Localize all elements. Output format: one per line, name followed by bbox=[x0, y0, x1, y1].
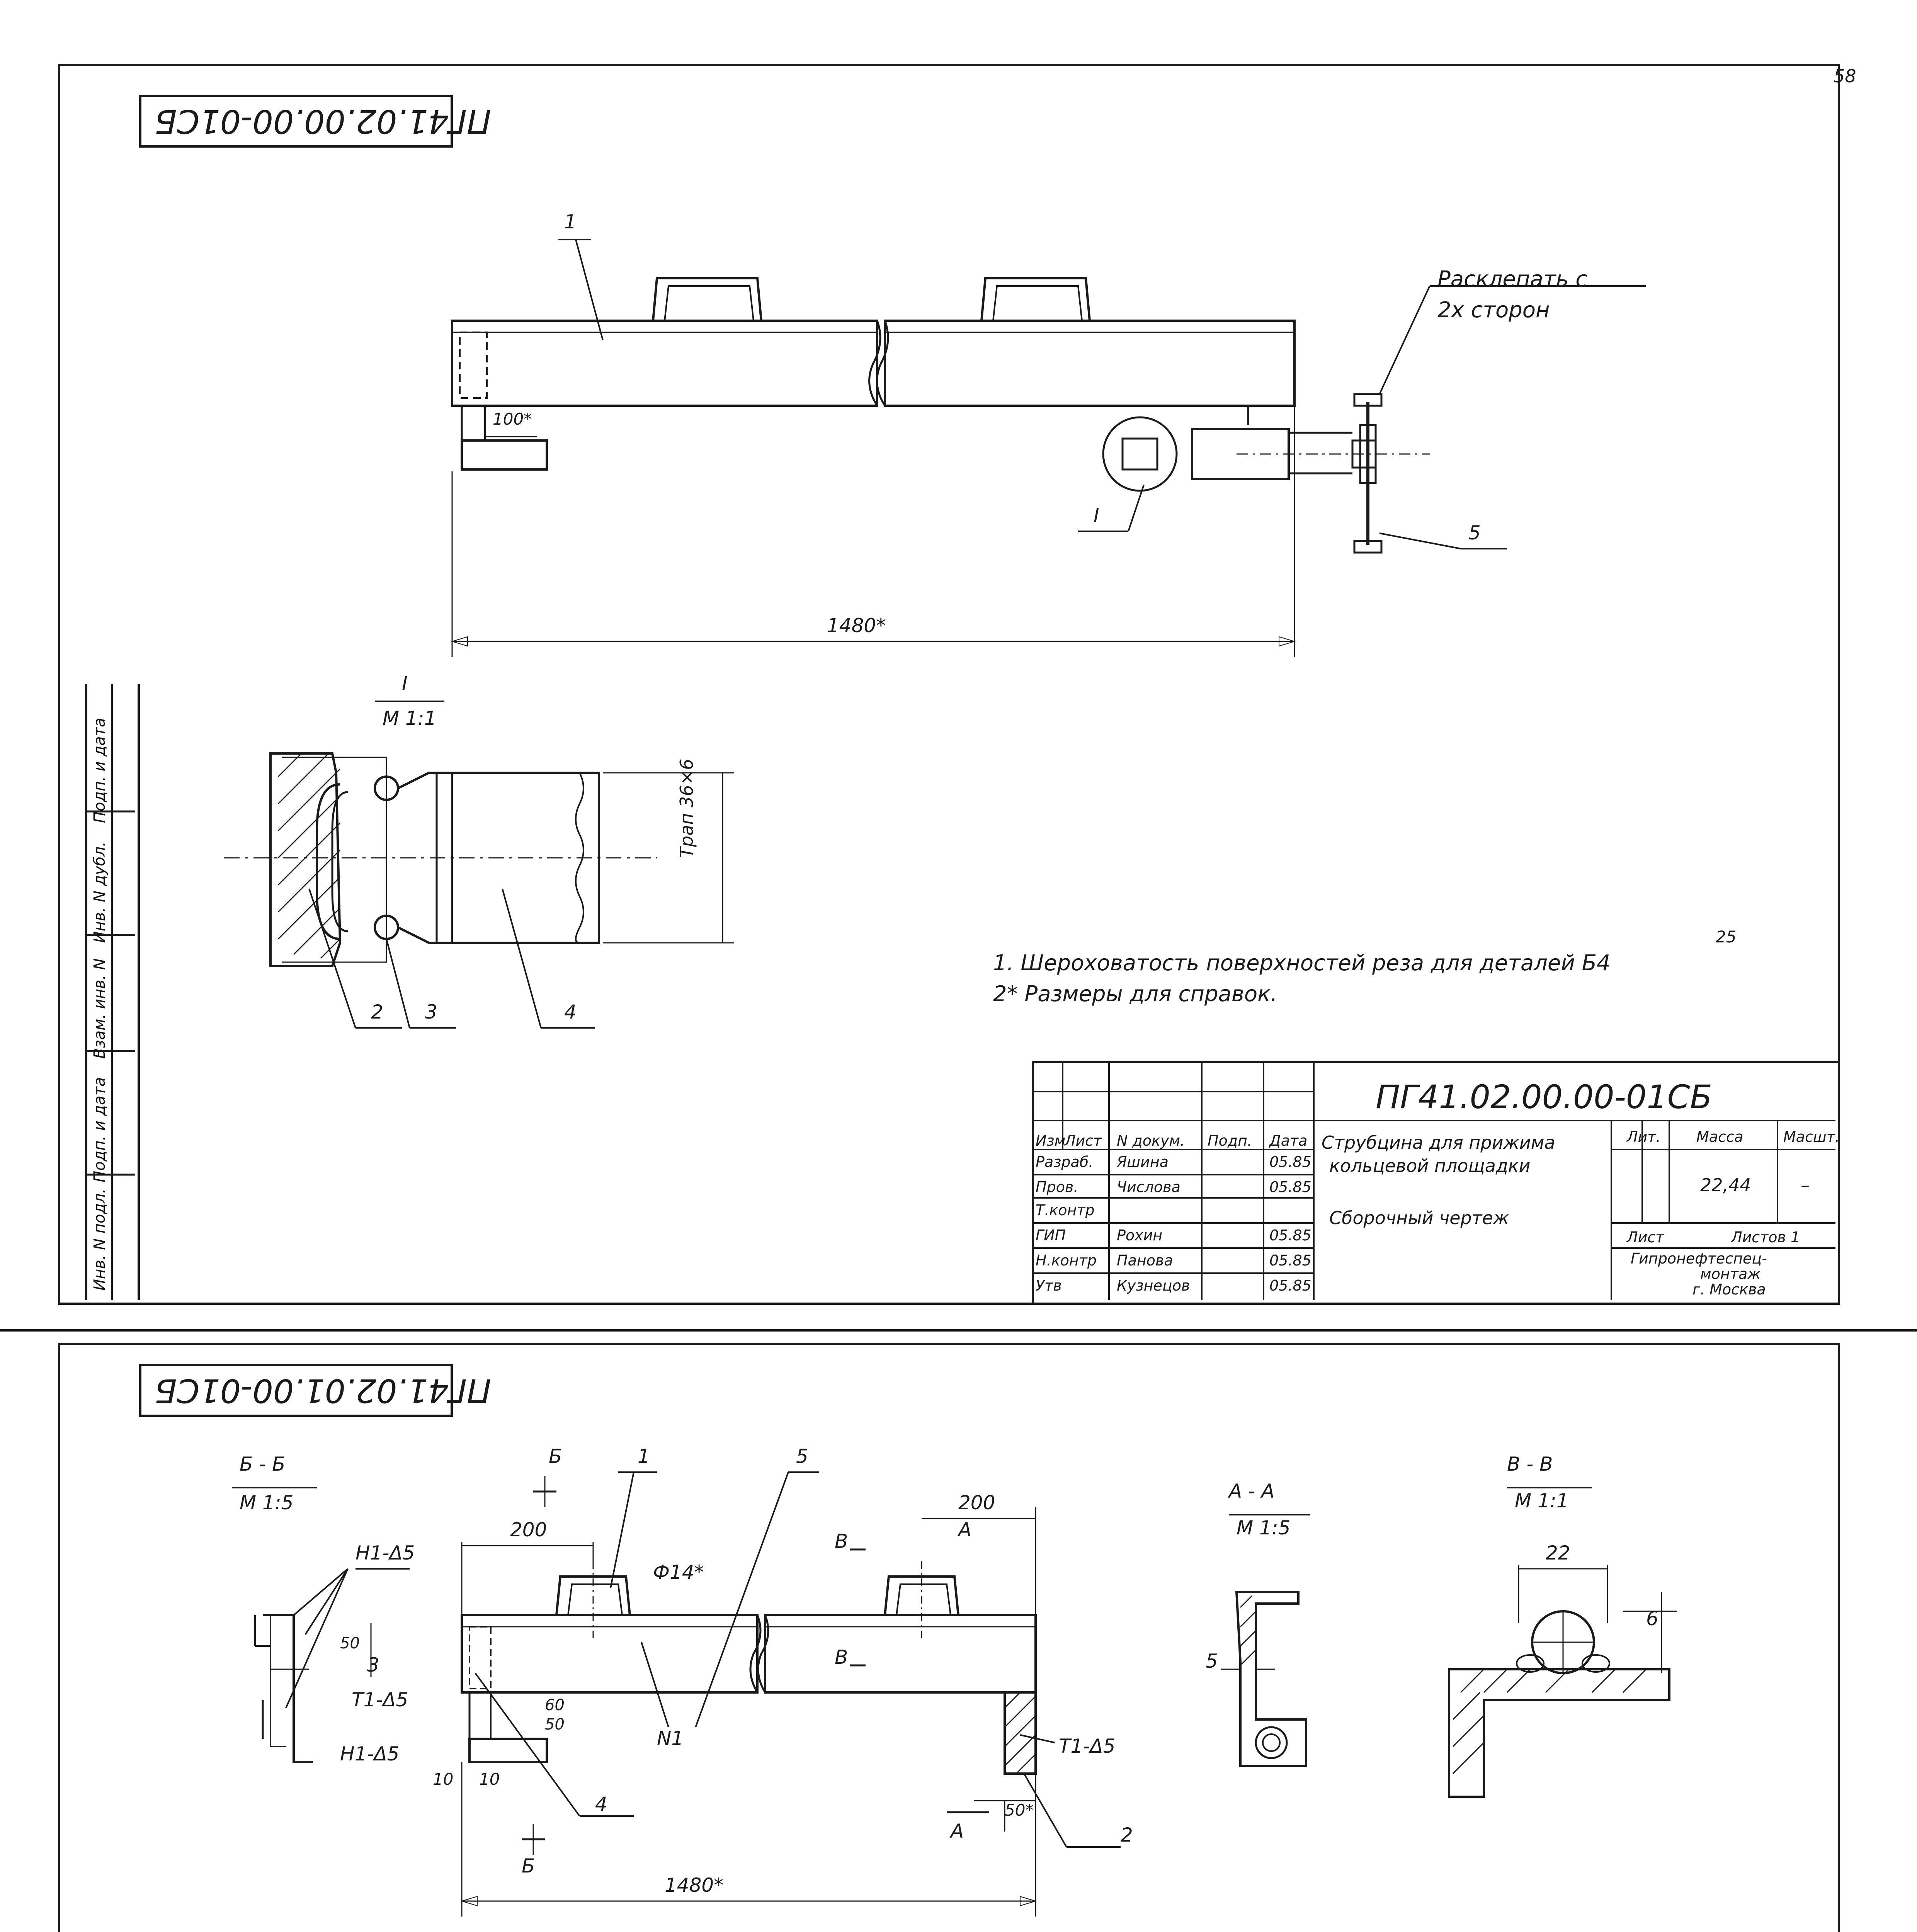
margin-label-1b: Подп. и дата bbox=[91, 1077, 109, 1182]
dim-200-left: 200 bbox=[510, 1519, 547, 1541]
title-sheet-label-1: Лист bbox=[1627, 1229, 1664, 1246]
section-mark-V-top: В bbox=[835, 1530, 848, 1553]
tb1-r5-name: Кузнецов bbox=[1117, 1277, 1190, 1294]
section-mark-B-top: Б bbox=[549, 1445, 562, 1468]
position-4-label-2: 4 bbox=[595, 1793, 607, 1815]
section-VV-title: В - В bbox=[1507, 1453, 1553, 1475]
dim-60: 60 bbox=[545, 1696, 565, 1714]
dim-5: 5 bbox=[1206, 1650, 1218, 1672]
tb1-r4-name: Панова bbox=[1117, 1252, 1173, 1269]
margin-label-1a: Инв. N подл. bbox=[91, 1188, 109, 1291]
title-name-1a: Струбцина для прижима bbox=[1322, 1132, 1555, 1153]
thread-label: Трап 36×6 bbox=[676, 759, 697, 858]
position-3-label: 3 bbox=[425, 1001, 437, 1023]
position-4-label: 4 bbox=[564, 1001, 577, 1023]
title-mass-label-1: Масса bbox=[1696, 1128, 1744, 1145]
section-BB-scale: М 1:5 bbox=[240, 1492, 294, 1514]
section-AA-title: А - А bbox=[1229, 1480, 1275, 1502]
title-scale-1: – bbox=[1801, 1175, 1810, 1196]
tb1-h-doc: N докум. bbox=[1117, 1132, 1185, 1149]
tb1-r1-role: Пров. bbox=[1036, 1179, 1078, 1196]
tb1-r1-date: 05.85 bbox=[1269, 1179, 1311, 1196]
dim-50-star: 50* bbox=[1005, 1801, 1034, 1820]
dim-10a: 10 bbox=[433, 1770, 454, 1789]
section-BB-title: Б - Б bbox=[240, 1453, 286, 1475]
title-org-1b: монтаж bbox=[1700, 1265, 1761, 1282]
dim-10b: 10 bbox=[479, 1770, 500, 1789]
tb1-r4-date: 05.85 bbox=[1269, 1252, 1311, 1269]
hole-dia: Ф14* bbox=[653, 1561, 704, 1583]
dim-6: 6 bbox=[1646, 1607, 1658, 1630]
weld-T1-right: Т1-Δ5 bbox=[1059, 1735, 1116, 1757]
section-mark-A-top: А bbox=[958, 1519, 972, 1541]
position-3-label-2: 3 bbox=[367, 1654, 379, 1676]
position-5-label-2: 5 bbox=[796, 1445, 808, 1468]
margin-label-1d: Инв. N дубл. bbox=[91, 842, 109, 943]
tb1-h-date: Дата bbox=[1269, 1132, 1308, 1149]
tb1-r5-date: 05.85 bbox=[1269, 1277, 1311, 1294]
tb1-h-sign: Подп. bbox=[1208, 1132, 1252, 1149]
weld-H1-bottom: Н1-Δ5 bbox=[340, 1743, 400, 1765]
title-lit-label-1: Лит. bbox=[1627, 1128, 1661, 1145]
tb1-r5-role: Утв bbox=[1036, 1277, 1062, 1294]
tb1-r0-name: Яшина bbox=[1117, 1153, 1169, 1170]
note-1-line1: 1. Шероховатость поверхностей реза для деталей Б4 bbox=[993, 951, 1611, 976]
tb1-r0-role: Разраб. bbox=[1036, 1153, 1094, 1170]
dim-1480-2: 1480* bbox=[665, 1874, 724, 1896]
section-AA-scale: М 1:5 bbox=[1237, 1517, 1291, 1539]
note-1-line2: 2* Размеры для справок. bbox=[993, 981, 1277, 1007]
page-number: 58 bbox=[1834, 66, 1856, 87]
title-org-1c: г. Москва bbox=[1692, 1281, 1766, 1298]
tb1-r3-name: Рохин bbox=[1117, 1227, 1163, 1244]
section-mark-V-bottom: В bbox=[835, 1646, 848, 1668]
view-I-label: I bbox=[1094, 504, 1099, 527]
section-I-scale: М 1:1 bbox=[383, 707, 437, 730]
dim-50-mid: 50 bbox=[545, 1716, 565, 1733]
weld-N1: N1 bbox=[657, 1727, 684, 1750]
tb1-r3-role: ГИП bbox=[1036, 1227, 1066, 1244]
title-doctype-1: Сборочный чертеж bbox=[1329, 1208, 1509, 1228]
rivet-note-line1: Расклепать с bbox=[1437, 267, 1588, 292]
position-2-label-2: 2 bbox=[1121, 1824, 1133, 1846]
tb1-r0-date: 05.85 bbox=[1269, 1153, 1311, 1170]
weld-H1-top: Н1-Δ5 bbox=[356, 1542, 415, 1564]
position-5-label: 5 bbox=[1468, 522, 1481, 544]
rivet-note-line2: 2х сторон bbox=[1437, 298, 1550, 323]
title-sheets-label-1: Листов 1 bbox=[1731, 1229, 1800, 1246]
title-mass-1: 22,44 bbox=[1700, 1175, 1751, 1196]
dim-50-left: 50 bbox=[340, 1634, 360, 1652]
tb1-r4-role: Н.контр bbox=[1036, 1252, 1097, 1269]
rotated-code-2: ПГ41.02.01.00-01СБ bbox=[155, 1372, 492, 1410]
section-I-title: I bbox=[402, 672, 408, 695]
margin-label-1c: Взам. инв. N bbox=[91, 958, 109, 1059]
tb1-r2-role: Т.контр bbox=[1036, 1202, 1095, 1219]
tb1-h-list: Лист bbox=[1065, 1132, 1102, 1149]
section-mark-B-bottom: Б bbox=[522, 1855, 535, 1877]
section-VV-scale: М 1:1 bbox=[1515, 1490, 1569, 1512]
dim-1480: 1480* bbox=[827, 614, 886, 637]
section-mark-A-bottom: А bbox=[951, 1820, 964, 1842]
dim-200-right: 200 bbox=[958, 1492, 995, 1514]
title-name-1b: кольцевой площадки bbox=[1329, 1155, 1531, 1176]
dim-100: 100* bbox=[493, 410, 532, 429]
tb1-r1-name: Числова bbox=[1117, 1179, 1180, 1196]
position-1-label-2: 1 bbox=[638, 1445, 650, 1468]
position-1-label: 1 bbox=[564, 211, 577, 233]
position-2-label: 2 bbox=[371, 1001, 383, 1023]
rotated-code-1: ПГ41.02.00.00-01СБ bbox=[155, 102, 492, 140]
title-designation-1: ПГ41.02.00.00-01СБ bbox=[1376, 1078, 1713, 1116]
tb1-r3-date: 05.85 bbox=[1269, 1227, 1311, 1244]
margin-label-1e: Подп. и дата bbox=[91, 718, 109, 823]
title-org-1a: Гипронефтеспец- bbox=[1631, 1250, 1767, 1267]
title-scale-label-1: Масшт. bbox=[1783, 1128, 1840, 1145]
roughness-mark-1: 25 bbox=[1716, 927, 1737, 946]
tb1-h-izm: Изм bbox=[1036, 1132, 1066, 1149]
weld-T1: Т1-Δ5 bbox=[352, 1689, 408, 1711]
dim-22: 22 bbox=[1546, 1542, 1570, 1564]
